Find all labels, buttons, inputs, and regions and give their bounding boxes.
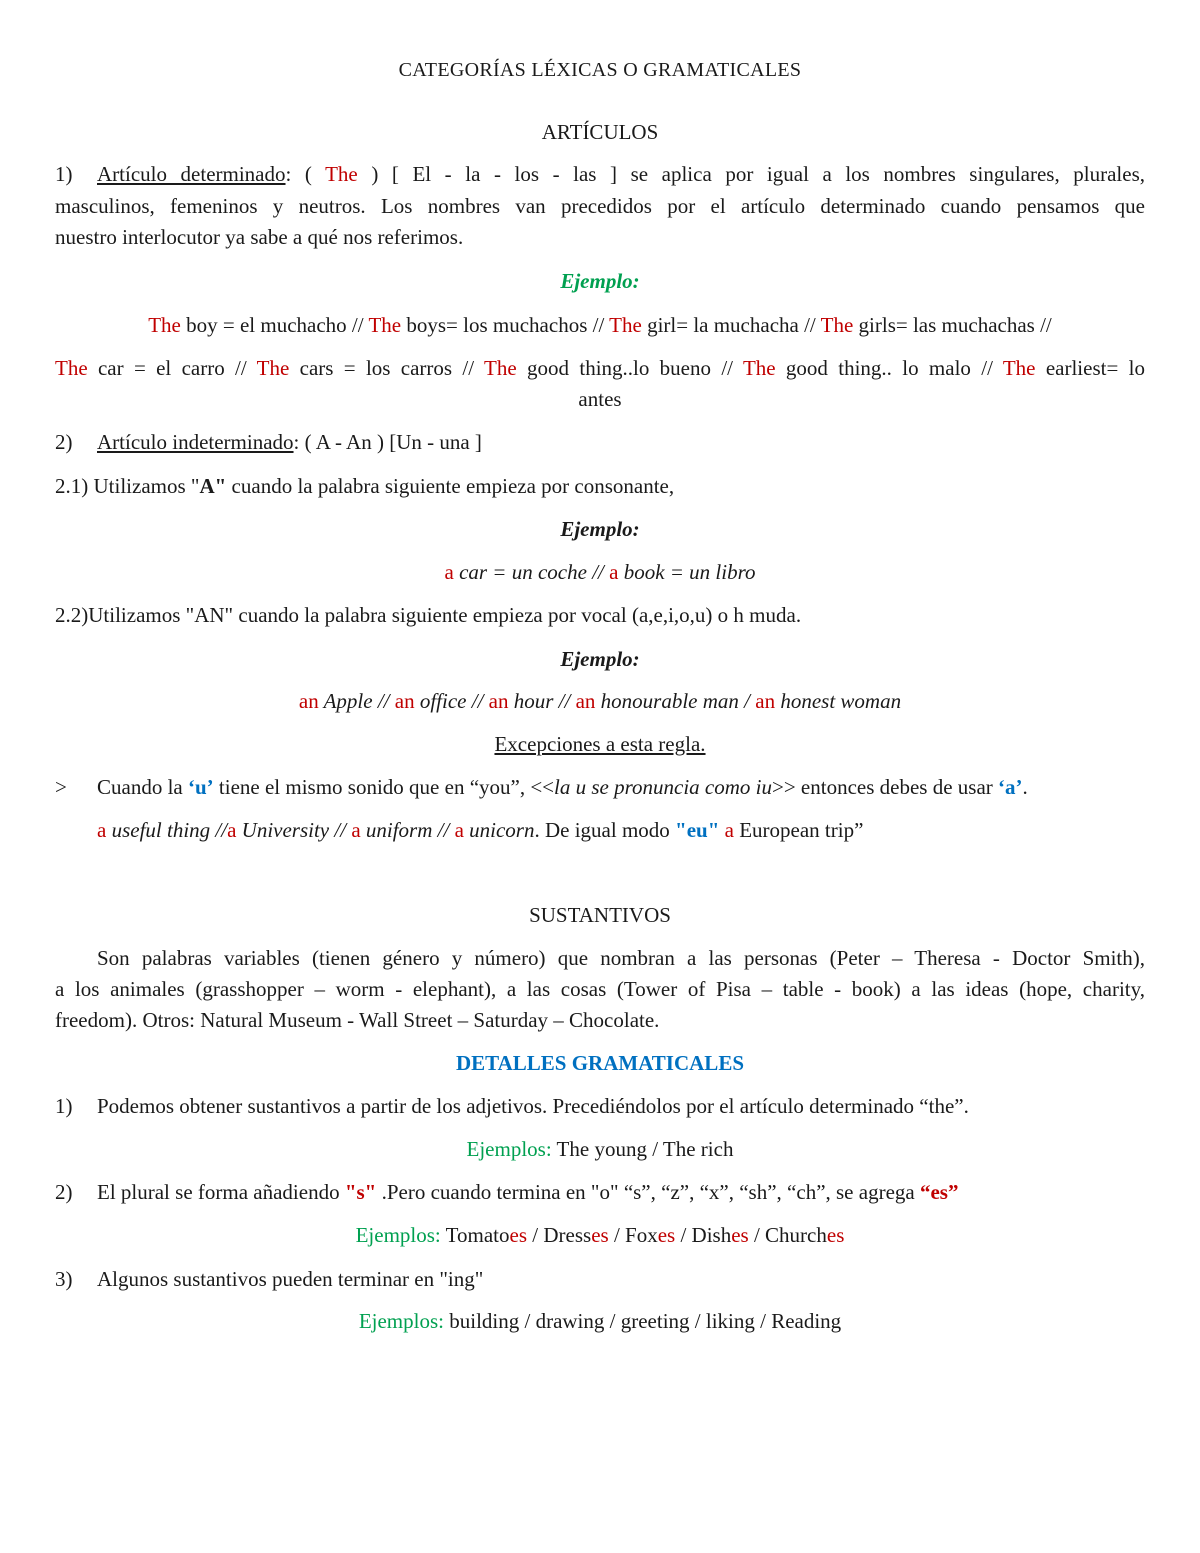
example-text: girls= las muchachas // (853, 313, 1052, 337)
detalle-example-2 (55, 1220, 1145, 1251)
article-the: The (148, 313, 181, 337)
sustantivos-line-2: a los animales (grasshopper – worm - elephant), a las cosas (Tower of Pisa – table - book) a las ideas (hope, charity, (55, 977, 1145, 1001)
example-text: good thing.. lo malo // (775, 356, 1003, 380)
ejemplo-heading: Ejemplo: (560, 517, 640, 541)
article-a: a (719, 818, 734, 842)
item-text: Podemos obtener sustantivos a partir de los adjetivos. Precediéndolos por el artículo determinado “the”. (97, 1094, 969, 1118)
example-text: honest woman (775, 689, 902, 713)
example-word: Tomato (440, 1223, 510, 1247)
example-text: book = un libro (618, 560, 756, 584)
example-text: . De igual modo (534, 818, 676, 842)
plural-suffix: es (657, 1223, 676, 1247)
item-text: >> entonces debes de usar (771, 775, 999, 799)
article-the: The (1002, 356, 1036, 380)
plural-suffix: es (826, 1223, 845, 1247)
example-line-4 (55, 686, 1145, 717)
article-the: The (325, 162, 358, 186)
sustantivos-line-3: freedom). Otros: Natural Museum - Wall Street – Saturday – Chocolate. (55, 1008, 660, 1032)
article-a: a (351, 818, 361, 842)
example-text: boy = el muchacho // (180, 313, 369, 337)
sustantivos-line-1: Son palabras variables (tienen género y número) que nombran a las personas (Peter – Theresa - Doctor Smith), (97, 946, 1145, 970)
detalle-example-1 (55, 1134, 1145, 1165)
section-heading-detalles: DETALLES GRAMATICALES (455, 1051, 745, 1075)
item-text: El plural se forma añadiendo (97, 1180, 345, 1204)
article-an: an (575, 689, 596, 713)
item-text: : ( A - An ) [Un - una ] (293, 430, 482, 454)
article-an: an (298, 689, 319, 713)
example-text: office // (414, 689, 489, 713)
example-text: building / drawing / greeting / liking / Reading (443, 1309, 842, 1333)
item-number: 1) (55, 1094, 73, 1118)
suffix-s: "s" (344, 1180, 377, 1204)
bold-a: A" (199, 474, 227, 498)
article-the: The (55, 356, 88, 380)
item1-line3: nuestro interlocutor ya sabe a qué nos referimos. (55, 225, 464, 249)
item-text: Algunos sustantivos pueden terminar en "ing" (97, 1267, 484, 1291)
letters-eu: "eu" (675, 818, 720, 842)
item-text: tiene el mismo sonido que en “you”, << (213, 775, 555, 799)
letter-u: ‘u’ (187, 775, 214, 799)
example-text: cars = los carros // (289, 356, 485, 380)
example-line-3 (55, 557, 1145, 588)
plural-suffix: es (591, 1223, 609, 1247)
example-text: girl= la muchacha // (641, 313, 821, 337)
item1-line2: masculinos, femeninos y neutros. Los nombres van precedidos por el artículo determinado cuando pensamos que (55, 194, 1145, 218)
example-text: University // (236, 818, 352, 842)
example-text: European trip” (733, 818, 864, 842)
item-number: 3) (55, 1267, 73, 1291)
item2-line (55, 427, 1145, 458)
example-text: honourable man / (595, 689, 756, 713)
item-text: 2.1) Utilizamos " (55, 474, 200, 498)
detalle-item-1 (55, 1091, 1145, 1122)
article-a: a (227, 818, 237, 842)
item21-line (55, 471, 1145, 502)
item-label: Artículo determinado (97, 162, 286, 186)
article-a: a (609, 560, 619, 584)
article-the: The (742, 356, 776, 380)
item1-line1 (55, 159, 1145, 190)
ejemplo-heading: Ejemplo: (560, 269, 640, 293)
item-number: 2) (55, 430, 73, 454)
letter-a: ‘a’ (998, 775, 1023, 799)
ejemplo-heading: Ejemplo: (560, 647, 640, 671)
example-text: boys= los muchachos // (401, 313, 610, 337)
item-label: Artículo indeterminado (97, 430, 294, 454)
example-line-1 (55, 310, 1145, 341)
article-the: The (484, 356, 517, 380)
item-text: .Pero cuando termina en "o" “s”, “z”, “x”, “sh”, “ch”, se agrega (376, 1180, 920, 1204)
item-text: ) [ El - la - los - las ] se aplica por igual a los nombres singulares, plurales, (357, 162, 1145, 186)
item-text: cuando la palabra siguiente empieza por consonante, (226, 474, 675, 498)
bullet-marker: > (55, 775, 67, 799)
example-text: car = un coche // (453, 560, 610, 584)
ejemplos-label: Ejemplos: (358, 1309, 444, 1333)
item-text: Cuando la (97, 775, 188, 799)
example-text: The young / The rich (551, 1137, 734, 1161)
item22-line: 2.2)Utilizamos "AN" cuando la palabra siguiente empieza por vocal (a,e,i,o,u) o h muda. (55, 603, 802, 627)
article-the: The (820, 313, 854, 337)
item-number: 1) (55, 162, 73, 186)
article-the: The (256, 356, 290, 380)
pronunciation-note: la u se pronuncia como iu (554, 775, 772, 799)
example-text: hour // (508, 689, 576, 713)
item-text: : ( (285, 162, 326, 186)
article-the: The (609, 313, 642, 337)
plural-suffix: es (509, 1223, 528, 1247)
article-a: a (444, 560, 454, 584)
example-text: car = el carro // (87, 356, 257, 380)
example-text: uniform // (360, 818, 455, 842)
section-heading-sustantivos: SUSTANTIVOS (529, 903, 671, 927)
example-word: / Fox (608, 1223, 658, 1247)
ejemplos-label: Ejemplos: (355, 1223, 441, 1247)
section-heading-articulos: ARTÍCULOS (541, 120, 659, 144)
detalle-item-3 (55, 1264, 1145, 1295)
article-the: The (368, 313, 402, 337)
article-a: a (97, 818, 107, 842)
exception-line-2 (97, 815, 1145, 846)
item-text: . (1022, 775, 1028, 799)
example-text: Apple // (318, 689, 395, 713)
detalle-example-3 (55, 1306, 1145, 1337)
example-word: / Dish (675, 1223, 732, 1247)
example-line-2 (55, 353, 1145, 384)
suffix-es: “es” (919, 1180, 959, 1204)
example-line-2-cont: antes (578, 387, 622, 411)
excepciones-heading: Excepciones a esta regla. (494, 732, 706, 756)
example-text: unicorn (463, 818, 535, 842)
plural-suffix: es (731, 1223, 749, 1247)
example-text: useful thing // (106, 818, 228, 842)
example-text: earliest= lo (1035, 356, 1145, 380)
example-word: / Church (748, 1223, 827, 1247)
example-text: good thing..lo bueno // (516, 356, 743, 380)
article-an: an (755, 689, 776, 713)
example-word: / Dress (527, 1223, 592, 1247)
ejemplos-label: Ejemplos: (466, 1137, 552, 1161)
detalle-item-2 (55, 1177, 1145, 1208)
page-title: CATEGORÍAS LÉXICAS O GRAMATICALES (398, 59, 802, 81)
article-a: a (454, 818, 464, 842)
article-an: an (488, 689, 509, 713)
exception-line-1 (55, 772, 1145, 803)
item-number: 2) (55, 1180, 73, 1204)
article-an: an (394, 689, 415, 713)
